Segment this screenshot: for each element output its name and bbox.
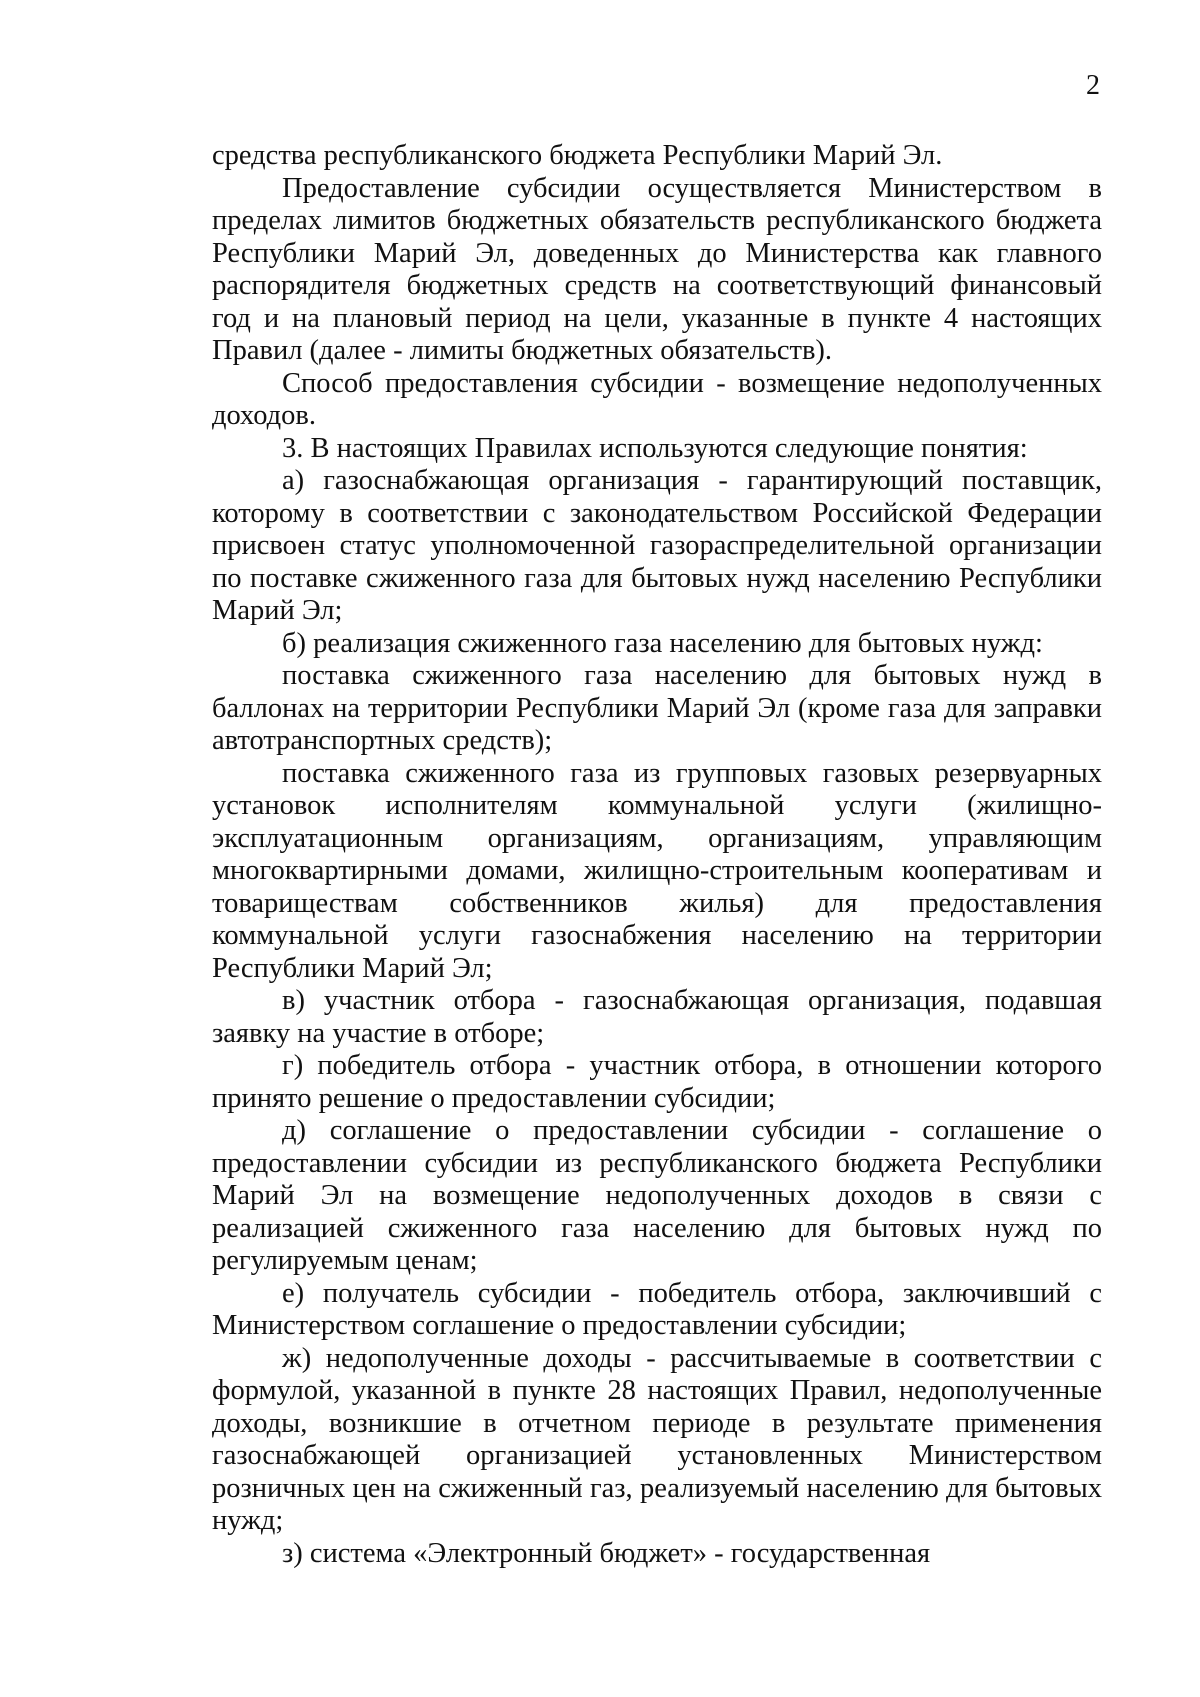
paragraph: средства республиканского бюджета Республики Марий Эл. [212, 140, 943, 171]
paragraph: б) реализация сжиженного газа населению для бытовых нужд: [282, 627, 1043, 659]
paragraph: поставка сжиженного газа из групповых газовых резервуарных установок исполнителям коммунальной услуги (жилищно-эксплуатационным организациям, организациям, управляющим многоквартирными домами, жилищно-строительным кооперативам и товариществам собственников жилья) для предоставления коммунальной услуги газоснабжения населению на территории Республики Марий Эл; [212, 757, 1102, 984]
paragraph: ж) недополученные доходы - рассчитываемые в соответствии с формулой, указанной в пункте 28 настоящих Правил, недополученные доходы, возникшие в отчетном периоде в результате применения газоснабжающей организацией установленных Министерством розничных цен на сжиженный газ, реализуемый населению для бытовых нужд; [212, 1342, 1102, 1536]
paragraph: д) соглашение о предоставлении субсидии - соглашение о предоставлении субсидии из республиканского бюджета Республики Марий Эл на возмещение недополученных доходов в связи с реализацией сжиженного газа населению для бытовых нужд по регулируемым ценам; [212, 1115, 1102, 1276]
paragraph: Способ предоставления субсидии - возмещение недополученных доходов. [212, 367, 1102, 431]
paragraph: 3. В настоящих Правилах используются следующие понятия: [282, 432, 1028, 464]
page-number: 2 [1086, 70, 1100, 101]
paragraph: поставка сжиженного газа населению для бытовых нужд в баллонах на территории Республики Марий Эл (кроме газа для заправки автотранспортных средств); [212, 660, 1102, 756]
paragraph: е) получатель субсидии - победитель отбора, заключивший с Министерством соглашение о предоставлении субсидии; [212, 1277, 1102, 1341]
document-body [212, 140, 1102, 1570]
paragraph: Предоставление субсидии осуществляется Министерством в пределах лимитов бюджетных обязательств республиканского бюджета Республики Марий Эл, доведенных до Министерства как главного распорядителя бюджетных средств на соответствующий финансовый год и на плановый период на цели, указанные в пункте 4 настоящих Правил (далее - лимиты бюджетных обязательств). [212, 172, 1102, 366]
paragraph: з) система «Электронный бюджет» - государственная [282, 1537, 931, 1569]
paragraph: а) газоснабжающая организация - гарантирующий поставщик, которому в соответствии с законодательством Российской Федерации присвоен статус уполномоченной газораспределительной организации по поставке сжиженного газа для бытовых нужд населению Республики Марий Эл; [212, 465, 1102, 626]
paragraph: г) победитель отбора - участник отбора, в отношении которого принято решение о предоставлении субсидии; [212, 1050, 1102, 1114]
paragraph: в) участник отбора - газоснабжающая организация, подавшая заявку на участие в отборе; [212, 985, 1102, 1049]
